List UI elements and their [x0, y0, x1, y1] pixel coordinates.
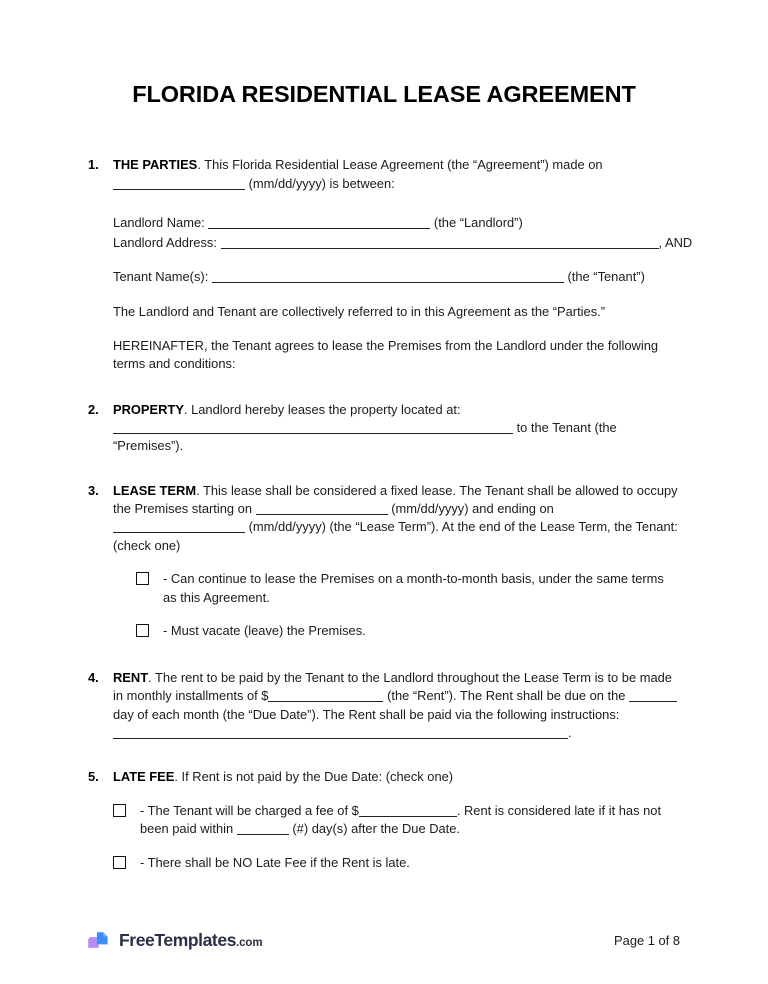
- property-text-before: . Landlord hereby leases the property located at:: [183, 401, 461, 417]
- checkbox-icon[interactable]: [113, 856, 126, 869]
- rent-part2: (the “Rent”). The Rent shall be due on the: [387, 688, 626, 704]
- rent-part1: . The rent to be paid by the Tenant to the Landlord throughout the Lease Term is to be made in monthly installments of $: [113, 670, 672, 704]
- section-the-parties-intro: [113, 156, 680, 193]
- lease-term-option-label: - Can continue to lease the Premises on a month-to-month basis, under the same terms as this Agreement.: [163, 570, 664, 605]
- tenant-name-blank[interactable]: [212, 271, 564, 283]
- section-heading: THE PARTIES: [113, 157, 198, 173]
- section-late-fee: [88, 768, 680, 872]
- property-address-blank[interactable]: [113, 422, 513, 434]
- section-number: 1.: [88, 157, 99, 173]
- late-fee-option-label: - There shall be NO Late Fee if the Rent is late.: [140, 855, 410, 871]
- section-number: 4.: [88, 670, 99, 686]
- section-property: [88, 401, 680, 456]
- landlord-name-label: Landlord Name:: [113, 214, 205, 230]
- section-lease-term-text: [113, 482, 680, 555]
- parties-collective-paragraph: The Landlord and Tenant are collectively referred to in this Agreement as the “Parties.”: [113, 303, 606, 319]
- rent-due-day-blank[interactable]: [629, 690, 677, 702]
- document-content: [88, 0, 693, 873]
- late-fee-amount-blank[interactable]: [359, 805, 457, 817]
- rent-amount-blank[interactable]: [268, 690, 383, 702]
- agreement-date-suffix: (mm/dd/yyyy) is between:: [248, 175, 395, 191]
- section-heading: RENT: [113, 670, 149, 686]
- lease-term-option-label: - Must vacate (leave) the Premises.: [163, 623, 366, 639]
- landlord-address-label: Landlord Address:: [113, 234, 217, 250]
- tenant-fields: [113, 267, 680, 287]
- late-fee-option-part1: - The Tenant will be charged a fee of $: [140, 802, 359, 818]
- checkbox-icon[interactable]: [136, 572, 149, 585]
- document-pages-icon: [88, 928, 112, 952]
- landlord-address-row: [113, 233, 693, 253]
- parties-fields: [113, 213, 693, 253]
- hereinafter-paragraph: HEREINAFTER, the Tenant agrees to lease the Premises from the Landlord under the following terms and conditions:: [113, 338, 659, 372]
- page-footer: [88, 920, 680, 960]
- landlord-name-suffix: (the “Landlord”): [433, 214, 523, 230]
- section-number: 2.: [88, 401, 99, 417]
- late-fee-option-charged[interactable]: [113, 802, 680, 839]
- landlord-address-suffix: , AND: [658, 234, 693, 250]
- checkbox-icon[interactable]: [113, 804, 126, 817]
- landlord-name-row: [113, 213, 680, 233]
- late-fee-option-none[interactable]: [113, 854, 680, 873]
- rent-part4: .: [568, 724, 572, 740]
- section-rent: [88, 669, 680, 742]
- lease-term-option-month-to-month[interactable]: [136, 570, 680, 607]
- brand-name: [119, 930, 262, 951]
- section-heading: PROPERTY: [113, 401, 184, 417]
- lease-term-option-vacate[interactable]: [136, 622, 680, 641]
- section-property-text: [113, 401, 680, 456]
- tenant-name-row: [113, 267, 680, 287]
- brand-tld: .com: [236, 936, 263, 949]
- section-number: 5.: [88, 769, 99, 785]
- section-heading: LATE FEE: [113, 769, 175, 785]
- rent-part3: day of each month (the “Due Date”). The Rent shall be paid via the following instructions:: [113, 706, 620, 722]
- checkbox-icon[interactable]: [136, 624, 149, 637]
- lease-start-date-blank[interactable]: [256, 503, 388, 515]
- page-title: FLORIDA RESIDENTIAL LEASE AGREEMENT: [132, 81, 636, 107]
- tenant-name-label: Tenant Name(s):: [113, 268, 209, 284]
- brand-name-text: FreeTemplates: [119, 929, 237, 950]
- section-number: 3.: [88, 482, 99, 498]
- section-intro-text: . This Florida Residential Lease Agreement (the “Agreement”) made on: [197, 157, 603, 173]
- section-the-parties: [88, 156, 693, 374]
- landlord-name-blank[interactable]: [208, 217, 430, 229]
- late-fee-days-blank[interactable]: [237, 823, 289, 835]
- freetemplates-logo[interactable]: [88, 928, 262, 952]
- landlord-address-blank[interactable]: [221, 237, 659, 249]
- section-lease-term: [88, 482, 680, 641]
- lease-term-part3: (mm/dd/yyyy) (the “Lease Term”). At the end of the Lease Term, the Tenant: (check one): [113, 519, 678, 553]
- lease-term-part1: . This lease shall be considered a fixed lease. The Tenant shall be allowed to occupy the Premises starting on: [113, 482, 678, 516]
- lease-term-options: [136, 570, 680, 641]
- late-fee-option-part3: (#) day(s) after the Due Date.: [292, 821, 461, 837]
- property-text-after: to the Tenant (the “Premises”).: [113, 420, 617, 454]
- tenant-name-suffix: (the “Tenant”): [567, 268, 645, 284]
- late-fee-text: . If Rent is not paid by the Due Date: (check one): [174, 769, 454, 785]
- late-fee-options: [113, 802, 680, 873]
- section-heading: LEASE TERM: [113, 482, 197, 498]
- rent-instructions-blank[interactable]: [113, 727, 568, 739]
- section-late-fee-text: [113, 768, 680, 786]
- lease-term-part2: (mm/dd/yyyy) and ending on: [391, 501, 554, 516]
- lease-end-date-blank[interactable]: [113, 521, 245, 533]
- late-fee-option-part2: . Rent is considered late if it has not been paid within: [140, 802, 662, 837]
- section-rent-text: [113, 669, 680, 742]
- agreement-date-blank[interactable]: [113, 178, 245, 190]
- page-number: Page 1 of 8: [614, 932, 680, 948]
